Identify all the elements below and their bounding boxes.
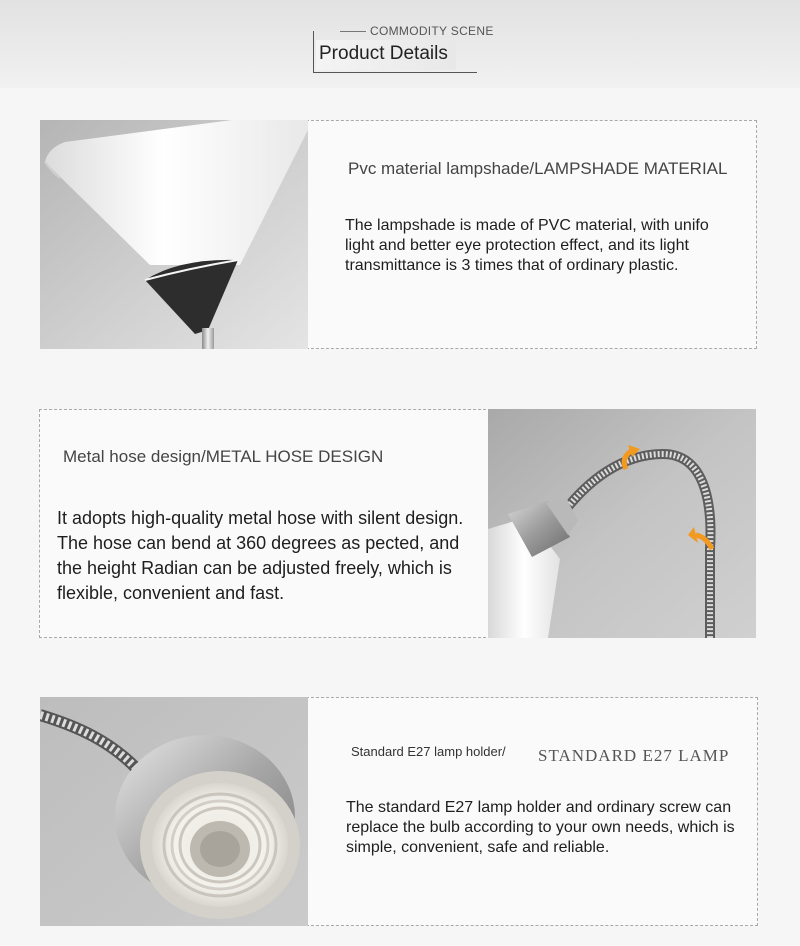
section-heading-serif: STANDARD E27 LAMP (538, 746, 730, 765)
section-body: The lampshade is made of PVC material, with unifo light and better eye protection effect, and its light transmittance is 3 times that of ordinary plastic. (345, 217, 709, 274)
header-bracket (313, 31, 314, 73)
metal-hose-photo (488, 409, 756, 638)
lampshade-illustration (40, 120, 308, 349)
hose-illustration (488, 409, 756, 638)
section-hose-panel (39, 409, 491, 638)
section-lampshade-panel (306, 120, 757, 349)
section-lamp-holder-panel (306, 697, 758, 926)
section-body: The standard E27 lamp holder and ordinary screw can replace the bulb according to your own needs, which is simple, convenient, safe and reliable. (346, 799, 735, 856)
lampshade-photo (40, 120, 308, 349)
lamp-holder-illustration (40, 697, 308, 926)
header-rule (340, 31, 366, 32)
lamp-holder-photo (40, 697, 308, 926)
product-details (0, 88, 800, 946)
section-heading: Metal hose design/METAL HOSE DESIGN (63, 447, 384, 466)
header-underline (314, 72, 477, 73)
header-subtitle: COMMODITY SCENE (370, 24, 494, 38)
section-heading-small: Standard E27 lamp holder/ (351, 744, 506, 759)
header-band (0, 0, 800, 88)
section-heading: Pvc material lampshade/LAMPSHADE MATERIAL (348, 159, 728, 178)
section-body: It adopts high-quality metal hose with silent design. The hose can bend at 360 degrees as pected, and the height Radian can be adjusted freely, which is flexible, convenient and fast. (57, 508, 464, 603)
page-title: Product Details (319, 43, 448, 64)
